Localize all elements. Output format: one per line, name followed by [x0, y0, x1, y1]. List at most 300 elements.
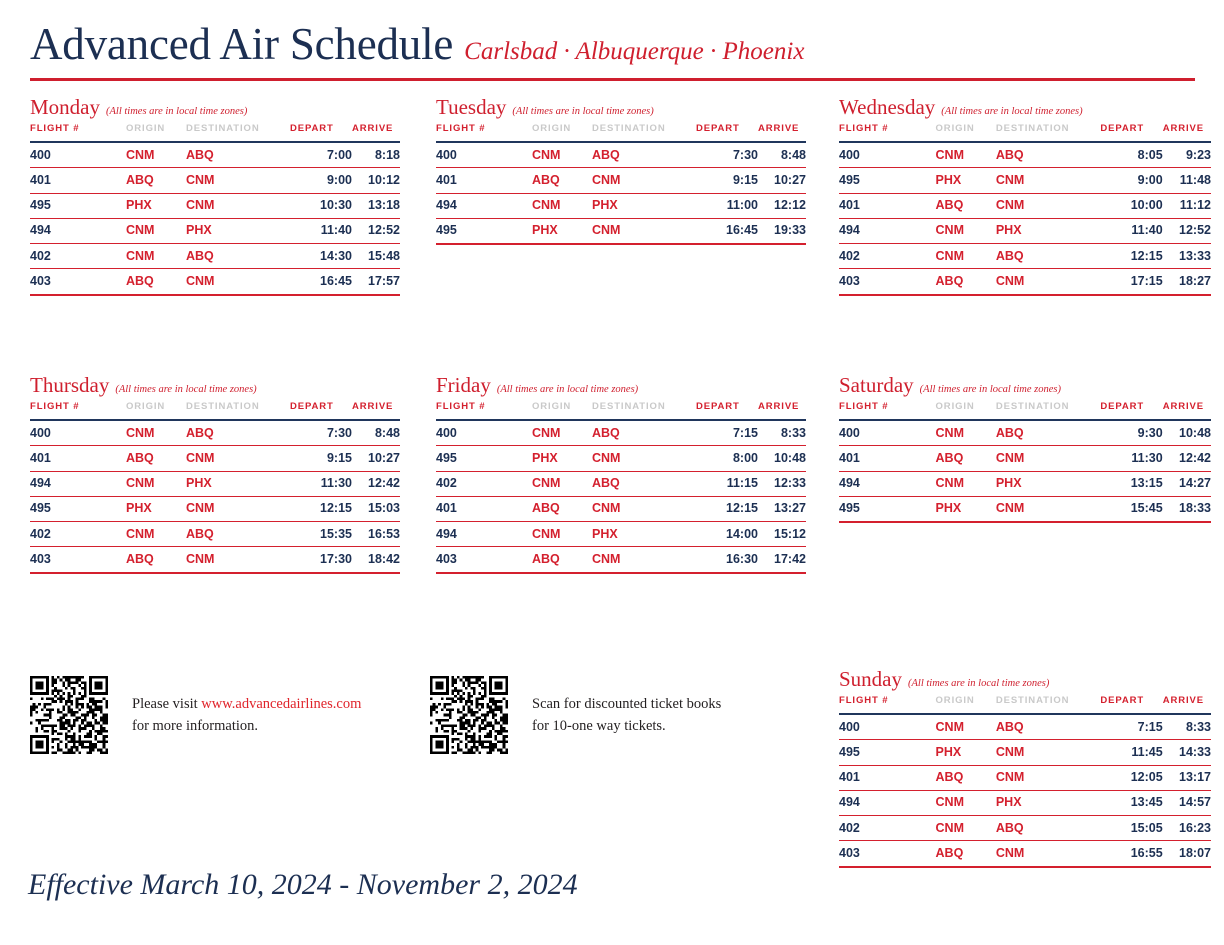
cell-depart-time: 16:55 [1100, 841, 1162, 867]
cell-destination: PHX [186, 471, 290, 496]
cell-origin: PHX [126, 193, 186, 218]
cell-arrive-time: 17:57 [352, 269, 400, 295]
day-name: Monday [30, 95, 100, 119]
cell-origin: CNM [532, 420, 592, 446]
cell-origin: PHX [936, 496, 996, 522]
cell-origin: PHX [532, 446, 592, 471]
page-title: Advanced Air Schedule [30, 19, 454, 69]
day-name: Friday [436, 373, 491, 397]
cell-origin: ABQ [126, 168, 186, 193]
cell-flight-number: 494 [839, 790, 936, 815]
cell-destination: CNM [186, 446, 290, 471]
column-header-depart: DEPART [696, 401, 740, 413]
timezone-note: (All times are in local time zones) [115, 384, 257, 395]
column-header-depart: DEPART [696, 123, 740, 135]
table-row [839, 765, 1211, 790]
cell-flight-number: 495 [436, 218, 532, 244]
table-row [839, 420, 1211, 446]
cell-destination: CNM [592, 446, 696, 471]
cell-arrive-time: 14:57 [1163, 790, 1211, 815]
day-block-saturday [839, 374, 1211, 523]
cell-destination: ABQ [592, 420, 696, 446]
cell-destination: CNM [996, 765, 1101, 790]
cell-depart-time: 11:45 [1100, 740, 1162, 765]
cell-flight-number: 402 [30, 522, 126, 547]
cell-flight-number: 494 [839, 218, 936, 243]
cell-origin: PHX [936, 740, 996, 765]
table-row [436, 193, 806, 218]
cell-flight-number: 400 [30, 420, 126, 446]
promo-website-prefix: Please visit [132, 695, 202, 712]
cell-flight-number: 400 [839, 714, 936, 740]
cell-flight-number: 402 [839, 816, 936, 841]
cell-origin: CNM [126, 218, 186, 243]
table-row [30, 218, 400, 243]
column-header-depart: DEPART [1100, 401, 1145, 413]
cell-destination: CNM [186, 168, 290, 193]
website-link[interactable]: www.advancedairlines.com [201, 695, 362, 712]
cell-depart-time: 7:00 [290, 142, 352, 168]
cell-destination: CNM [996, 193, 1101, 218]
column-header-flight: FLIGHT # [839, 401, 889, 413]
cell-origin: CNM [532, 142, 592, 168]
schedule-table [436, 123, 806, 245]
cell-arrive-time: 11:48 [1163, 168, 1211, 193]
table-row [30, 471, 400, 496]
cell-depart-time: 16:45 [290, 269, 352, 295]
cell-depart-time: 10:30 [290, 193, 352, 218]
cell-depart-time: 7:15 [696, 420, 758, 446]
cell-flight-number: 494 [839, 471, 936, 496]
cell-depart-time: 14:00 [696, 522, 758, 547]
cell-flight-number: 495 [839, 740, 936, 765]
table-row [30, 269, 400, 295]
cell-depart-time: 16:30 [696, 547, 758, 573]
cell-depart-time: 9:00 [1100, 168, 1162, 193]
cell-flight-number: 401 [436, 496, 532, 521]
cell-arrive-time: 9:23 [1163, 142, 1211, 168]
cell-depart-time: 11:00 [696, 193, 758, 218]
column-header-arrive: ARRIVE [352, 123, 394, 135]
cell-destination: CNM [592, 218, 696, 244]
cell-flight-number: 400 [436, 142, 532, 168]
cell-destination: CNM [186, 269, 290, 295]
cell-origin: ABQ [936, 446, 996, 471]
column-header-arrive: ARRIVE [352, 401, 394, 413]
cell-destination: ABQ [186, 142, 290, 168]
cell-arrive-time: 12:12 [758, 193, 806, 218]
cell-flight-number: 401 [436, 168, 532, 193]
cell-flight-number: 403 [30, 269, 126, 295]
column-header-origin: ORIGIN [532, 401, 572, 413]
column-header-arrive: ARRIVE [1162, 401, 1204, 413]
day-block-friday [436, 374, 806, 574]
cell-arrive-time: 8:33 [758, 420, 806, 446]
cell-origin: CNM [936, 714, 996, 740]
column-header-arrive: ARRIVE [1162, 695, 1204, 707]
day-name: Thursday [30, 373, 110, 397]
qr-code-website-icon[interactable] [30, 676, 108, 754]
cell-origin: ABQ [126, 547, 186, 573]
cell-destination: ABQ [996, 816, 1101, 841]
day-name: Saturday [839, 373, 914, 397]
cell-origin: ABQ [936, 841, 996, 867]
cell-depart-time: 11:30 [1100, 446, 1162, 471]
cell-depart-time: 11:40 [1100, 218, 1162, 243]
column-header-depart: DEPART [290, 401, 334, 413]
timezone-note: (All times are in local time zones) [919, 384, 1061, 395]
cell-destination: CNM [996, 269, 1101, 295]
cell-flight-number: 494 [30, 218, 126, 243]
cell-depart-time: 8:05 [1100, 142, 1162, 168]
cell-depart-time: 11:15 [696, 471, 758, 496]
cell-origin: PHX [936, 168, 996, 193]
table-row [436, 522, 806, 547]
column-header-arrive: ARRIVE [758, 401, 800, 413]
column-header-depart: DEPART [1100, 123, 1145, 135]
cell-flight-number: 402 [30, 244, 126, 269]
served-cities: Carlsbad · Albuquerque · Phoenix [464, 38, 805, 65]
cell-destination: CNM [996, 740, 1101, 765]
cell-origin: CNM [936, 218, 996, 243]
cell-depart-time: 16:45 [696, 218, 758, 244]
cell-origin: CNM [532, 471, 592, 496]
day-name: Tuesday [436, 95, 507, 119]
cell-arrive-time: 15:48 [352, 244, 400, 269]
cell-flight-number: 401 [30, 168, 126, 193]
cell-depart-time: 10:00 [1100, 193, 1162, 218]
table-row [839, 193, 1211, 218]
table-row [436, 168, 806, 193]
cell-origin: CNM [936, 142, 996, 168]
table-row [436, 496, 806, 521]
cell-origin: CNM [126, 244, 186, 269]
column-header-origin: ORIGIN [935, 695, 975, 707]
column-header-origin: ORIGIN [126, 123, 166, 135]
cell-arrive-time: 18:27 [1163, 269, 1211, 295]
cell-destination: CNM [186, 547, 290, 573]
cell-flight-number: 401 [839, 446, 936, 471]
column-header-destination: DESTINATION [995, 401, 1070, 413]
qr-code-tickets-icon[interactable] [430, 676, 508, 754]
cell-origin: CNM [936, 420, 996, 446]
schedule-table [839, 123, 1211, 296]
cell-arrive-time: 12:52 [1163, 218, 1211, 243]
table-row [30, 496, 400, 521]
cell-arrive-time: 13:18 [352, 193, 400, 218]
cell-depart-time: 13:15 [1100, 471, 1162, 496]
cell-origin: CNM [936, 816, 996, 841]
table-row [436, 420, 806, 446]
promo-tickets-line1: Scan for discounted ticket books [532, 695, 722, 712]
cell-flight-number: 401 [839, 765, 936, 790]
cell-depart-time: 9:00 [290, 168, 352, 193]
table-row [839, 446, 1211, 471]
cell-flight-number: 495 [436, 446, 532, 471]
column-header-flight: FLIGHT # [839, 123, 889, 135]
timezone-note: (All times are in local time zones) [941, 106, 1083, 117]
day-heading [839, 668, 1211, 691]
table-row [839, 740, 1211, 765]
cell-arrive-time: 10:27 [352, 446, 400, 471]
cell-destination: CNM [996, 496, 1101, 522]
cell-arrive-time: 18:42 [352, 547, 400, 573]
cell-destination: ABQ [996, 244, 1101, 269]
cell-destination: ABQ [996, 714, 1101, 740]
table-row [839, 142, 1211, 168]
cell-arrive-time: 13:33 [1163, 244, 1211, 269]
cell-origin: CNM [936, 471, 996, 496]
cell-flight-number: 403 [839, 269, 936, 295]
column-header-flight: FLIGHT # [436, 401, 486, 413]
day-block-tuesday [436, 96, 806, 245]
promo-tickets-line2: for 10-one way tickets. [532, 718, 666, 734]
cell-origin: ABQ [532, 168, 592, 193]
cell-depart-time: 12:15 [696, 496, 758, 521]
cell-depart-time: 15:45 [1100, 496, 1162, 522]
column-header-destination: DESTINATION [995, 695, 1070, 707]
column-header-origin: ORIGIN [532, 123, 572, 135]
cell-arrive-time: 8:18 [352, 142, 400, 168]
cell-depart-time: 17:30 [290, 547, 352, 573]
table-row [839, 269, 1211, 295]
cell-arrive-time: 12:33 [758, 471, 806, 496]
cell-flight-number: 403 [839, 841, 936, 867]
cell-flight-number: 401 [839, 193, 936, 218]
column-header-flight: FLIGHT # [839, 695, 889, 707]
table-row [839, 816, 1211, 841]
cell-arrive-time: 15:12 [758, 522, 806, 547]
table-row [839, 841, 1211, 867]
table-row [839, 714, 1211, 740]
day-name: Wednesday [839, 95, 936, 119]
promo-website-text [132, 693, 361, 738]
day-heading [839, 96, 1211, 119]
cell-depart-time: 8:00 [696, 446, 758, 471]
table-row [30, 193, 400, 218]
cell-flight-number: 403 [436, 547, 532, 573]
cell-depart-time: 9:30 [1100, 420, 1162, 446]
cell-origin: CNM [936, 244, 996, 269]
column-header-destination: DESTINATION [995, 123, 1070, 135]
cell-depart-time: 11:40 [290, 218, 352, 243]
masthead [30, 19, 1195, 80]
cell-depart-time: 12:15 [290, 496, 352, 521]
cell-depart-time: 15:35 [290, 522, 352, 547]
cell-destination: PHX [186, 218, 290, 243]
cell-depart-time: 7:30 [696, 142, 758, 168]
cell-flight-number: 495 [30, 193, 126, 218]
column-header-destination: DESTINATION [186, 401, 260, 413]
table-row [839, 168, 1211, 193]
table-row [30, 142, 400, 168]
cell-flight-number: 495 [839, 168, 936, 193]
schedule-table [30, 123, 400, 296]
cell-origin: CNM [126, 522, 186, 547]
cell-arrive-time: 8:33 [1163, 714, 1211, 740]
column-header-destination: DESTINATION [186, 123, 260, 135]
day-heading [30, 374, 400, 397]
table-row [839, 218, 1211, 243]
column-header-depart: DEPART [1100, 695, 1145, 707]
cell-depart-time: 17:15 [1100, 269, 1162, 295]
cell-arrive-time: 12:42 [1163, 446, 1211, 471]
cell-destination: CNM [592, 547, 696, 573]
day-heading [436, 96, 806, 119]
cell-origin: ABQ [532, 496, 592, 521]
day-block-thursday [30, 374, 400, 574]
cell-origin: PHX [532, 218, 592, 244]
table-row [30, 420, 400, 446]
cell-arrive-time: 10:48 [1163, 420, 1211, 446]
cell-destination: ABQ [996, 142, 1101, 168]
cell-arrive-time: 15:03 [352, 496, 400, 521]
cell-flight-number: 400 [436, 420, 532, 446]
table-row [436, 218, 806, 244]
cell-depart-time: 9:15 [290, 446, 352, 471]
cell-destination: CNM [186, 193, 290, 218]
cell-depart-time: 15:05 [1100, 816, 1162, 841]
cell-flight-number: 494 [436, 193, 532, 218]
schedule-table [30, 401, 400, 574]
cell-destination: PHX [996, 790, 1101, 815]
cell-depart-time: 11:30 [290, 471, 352, 496]
cell-arrive-time: 8:48 [352, 420, 400, 446]
timezone-note: (All times are in local time zones) [496, 384, 639, 395]
day-name: Sunday [839, 667, 902, 691]
promo-tickets [430, 676, 721, 754]
cell-flight-number: 495 [30, 496, 126, 521]
cell-destination: CNM [996, 446, 1101, 471]
day-heading [839, 374, 1211, 397]
column-header-arrive: ARRIVE [758, 123, 800, 135]
column-header-flight: FLIGHT # [30, 123, 80, 135]
cell-depart-time: 12:05 [1100, 765, 1162, 790]
cell-destination: ABQ [592, 471, 696, 496]
table-row [30, 547, 400, 573]
column-header-origin: ORIGIN [935, 401, 975, 413]
timezone-note: (All times are in local time zones) [512, 106, 654, 117]
cell-arrive-time: 14:33 [1163, 740, 1211, 765]
table-row [30, 244, 400, 269]
cell-arrive-time: 18:33 [1163, 496, 1211, 522]
cell-destination: PHX [592, 193, 696, 218]
cell-origin: ABQ [936, 193, 996, 218]
cell-flight-number: 400 [839, 420, 936, 446]
cell-destination: ABQ [996, 420, 1101, 446]
table-row [436, 142, 806, 168]
day-heading [30, 96, 400, 119]
cell-destination: ABQ [186, 522, 290, 547]
timezone-note: (All times are in local time zones) [908, 678, 1050, 689]
cell-arrive-time: 10:48 [758, 446, 806, 471]
cell-destination: CNM [592, 168, 696, 193]
cell-depart-time: 9:15 [696, 168, 758, 193]
table-row [839, 471, 1211, 496]
cell-arrive-time: 12:52 [352, 218, 400, 243]
column-header-depart: DEPART [290, 123, 334, 135]
schedule-table [436, 401, 806, 574]
cell-arrive-time: 13:17 [1163, 765, 1211, 790]
cell-flight-number: 400 [839, 142, 936, 168]
cell-flight-number: 402 [839, 244, 936, 269]
cell-destination: ABQ [186, 244, 290, 269]
day-heading [436, 374, 806, 397]
cell-destination: ABQ [186, 420, 290, 446]
table-row [30, 522, 400, 547]
day-block-wednesday [839, 96, 1211, 296]
cell-arrive-time: 11:12 [1163, 193, 1211, 218]
cell-origin: ABQ [532, 547, 592, 573]
cell-arrive-time: 16:53 [352, 522, 400, 547]
table-row [839, 790, 1211, 815]
cell-depart-time: 12:15 [1100, 244, 1162, 269]
cell-arrive-time: 8:48 [758, 142, 806, 168]
cell-origin: CNM [126, 471, 186, 496]
table-row [30, 446, 400, 471]
cell-flight-number: 494 [436, 522, 532, 547]
promo-website-line2: for more information. [132, 718, 259, 734]
effective-dates: Effective March 10, 2024 - November 2, 2024 [28, 868, 578, 901]
cell-destination: PHX [592, 522, 696, 547]
cell-origin: CNM [126, 420, 186, 446]
cell-arrive-time: 10:27 [758, 168, 806, 193]
cell-arrive-time: 18:07 [1163, 841, 1211, 867]
cell-origin: ABQ [936, 765, 996, 790]
cell-flight-number: 400 [30, 142, 126, 168]
table-row [436, 446, 806, 471]
cell-flight-number: 401 [30, 446, 126, 471]
schedule-table [839, 695, 1211, 868]
cell-arrive-time: 14:27 [1163, 471, 1211, 496]
column-header-arrive: ARRIVE [1162, 123, 1204, 135]
cell-destination: CNM [996, 841, 1101, 867]
cell-arrive-time: 12:42 [352, 471, 400, 496]
cell-flight-number: 402 [436, 471, 532, 496]
cell-destination: PHX [996, 471, 1101, 496]
cell-origin: CNM [532, 522, 592, 547]
cell-flight-number: 403 [30, 547, 126, 573]
table-row [839, 496, 1211, 522]
cell-flight-number: 494 [30, 471, 126, 496]
column-header-flight: FLIGHT # [30, 401, 80, 413]
promo-tickets-text [532, 693, 721, 738]
cell-origin: PHX [126, 496, 186, 521]
cell-depart-time: 7:30 [290, 420, 352, 446]
cell-destination: CNM [186, 496, 290, 521]
cell-depart-time: 7:15 [1100, 714, 1162, 740]
masthead-divider [30, 78, 1195, 81]
cell-origin: CNM [126, 142, 186, 168]
cell-origin: CNM [532, 193, 592, 218]
table-row [436, 547, 806, 573]
table-row [30, 168, 400, 193]
cell-destination: CNM [996, 168, 1101, 193]
cell-arrive-time: 13:27 [758, 496, 806, 521]
column-header-flight: FLIGHT # [436, 123, 486, 135]
cell-depart-time: 13:45 [1100, 790, 1162, 815]
promo-website [30, 676, 361, 754]
cell-origin: ABQ [936, 269, 996, 295]
cell-arrive-time: 19:33 [758, 218, 806, 244]
cell-origin: ABQ [126, 446, 186, 471]
timezone-note: (All times are in local time zones) [106, 106, 248, 117]
cell-arrive-time: 16:23 [1163, 816, 1211, 841]
cell-depart-time: 14:30 [290, 244, 352, 269]
schedule-table [839, 401, 1211, 523]
table-row [839, 244, 1211, 269]
column-header-origin: ORIGIN [935, 123, 975, 135]
